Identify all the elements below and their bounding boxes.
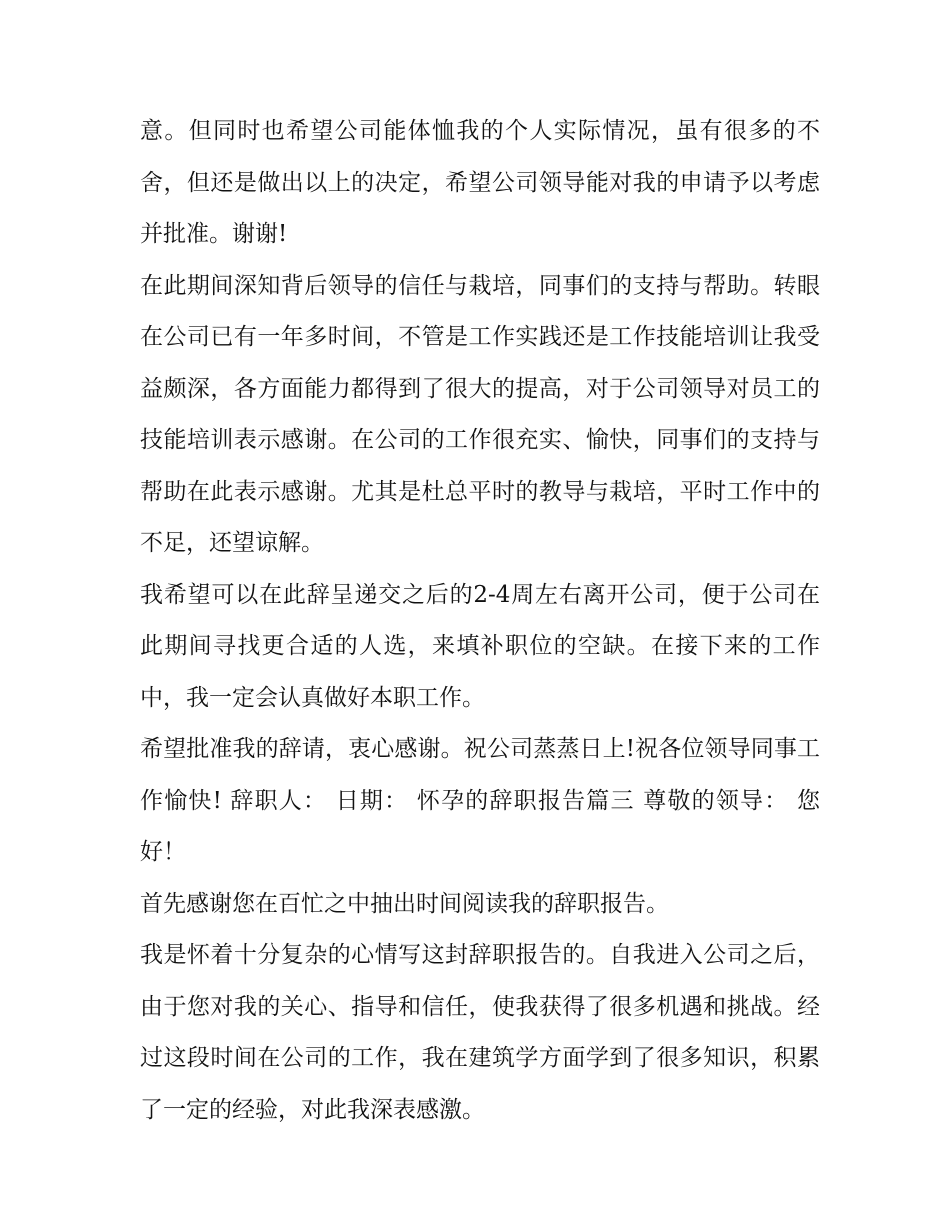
paragraph-3: 我希望可以在此辞呈递交之后的2-4周左右离开公司，便于公司在此期间寻找更合适的人选，来填补职位的空缺。在接下来的工作中，我一定会认真做好本职工作。	[140, 581, 820, 711]
document-body	[140, 106, 820, 1136]
paragraph-5: 首先感谢您在百忙之中抽出时间阅读我的辞职报告。	[140, 890, 669, 917]
paragraph-2: 在此期间深知背后领导的信任与栽培，同事们的支持与帮助。转眼在公司已有一年多时间，不管是工作实践还是工作技能培训让我受益颇深，各方面能力都得到了很大的提高，对于公司领导对员工的技能培训表示感谢。在公司的工作很充实、愉快，同事们的支持与帮助在此表示感谢。尤其是杜总平时的教导与栽培，平时工作中的不足，还望谅解。	[140, 272, 820, 556]
paragraph-1: 意。但同时也希望公司能体恤我的个人实际情况，虽有很多的不舍，但还是做出以上的决定，希望公司领导能对我的申请予以考虑并批准。谢谢!	[140, 118, 820, 247]
paragraph-6: 我是怀着十分复杂的心情写这封辞职报告的。自我进入公司之后，由于您对我的关心、指导和信任，使我获得了很多机遇和挑战。经过这段时间在公司的工作，我在建筑学方面学到了很多知识，积累了一定的经验，对此我深表感激。	[140, 942, 820, 1123]
paragraph-4: 希望批准我的辞请，衷心感谢。祝公司蒸蒸日上!祝各位领导同事工作愉快! 辞职人： 日期： 怀孕的辞职报告篇三 尊敬的领导： 您好！	[140, 736, 820, 865]
